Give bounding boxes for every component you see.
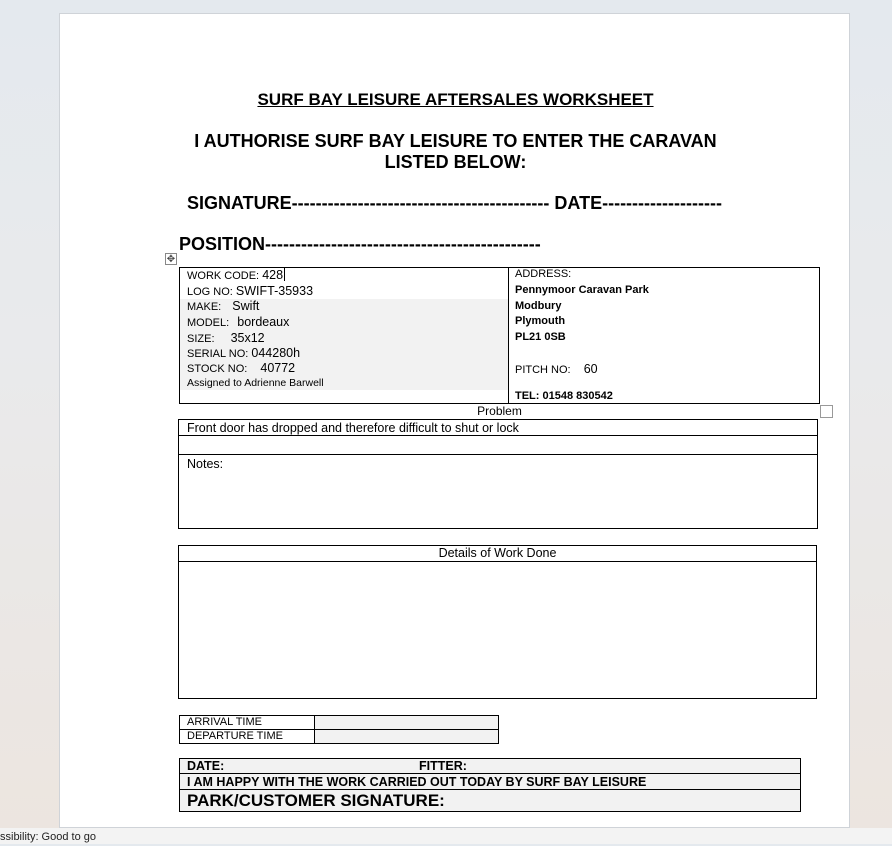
problem-caption: Problem (477, 404, 522, 418)
make-label: MAKE: (187, 301, 222, 313)
departure-time-label: DEPARTURE TIME (187, 730, 283, 742)
notes-label[interactable]: Notes: (187, 457, 224, 471)
work-code-row[interactable] (187, 268, 285, 282)
info-column-divider (508, 268, 509, 403)
signoff-divider-2 (180, 789, 800, 790)
signoff-divider-1 (180, 773, 800, 774)
problem-table (178, 419, 818, 529)
customer-signature-label[interactable]: PARK/CUSTOMER SIGNATURE: (187, 791, 445, 810)
authorise-heading (60, 131, 851, 173)
arrival-time-label: ARRIVAL TIME (187, 716, 262, 728)
stock-row[interactable] (187, 361, 295, 375)
problem-divider-1 (179, 435, 817, 436)
time-table (179, 715, 499, 744)
work-code-value: 428 (262, 268, 284, 282)
accessibility-status[interactable]: ssibility: Good to go (0, 831, 96, 843)
size-row[interactable] (187, 331, 265, 345)
work-done-table[interactable] (178, 545, 817, 699)
status-bar (0, 828, 892, 844)
fitter-label[interactable]: FITTER: (419, 759, 467, 773)
stock-label: STOCK NO: (187, 363, 248, 375)
document-page[interactable] (59, 13, 850, 828)
signature-date-line: SIGNATURE------------------------------------------- DATE-------------------- (187, 193, 722, 213)
serial-row[interactable] (187, 346, 300, 360)
pitch-label: PITCH NO: (515, 364, 571, 376)
size-value: 35x12 (230, 331, 265, 345)
telephone: TEL: 01548 830542 (515, 390, 613, 402)
satisfaction-statement: I AM HAPPY WITH THE WORK CARRIED OUT TODAY BY SURF BAY LEISURE (187, 775, 647, 789)
address-line-4: PL21 0SB (515, 331, 566, 343)
address-line-1: Pennymoor Caravan Park (515, 284, 649, 296)
authorise-line-2: LISTED BELOW: (384, 152, 527, 172)
pitch-row[interactable] (515, 362, 598, 376)
make-row[interactable] (187, 299, 259, 313)
authorise-line-1: I AUTHORISE SURF BAY LEISURE TO ENTER THE CARAVAN (194, 131, 717, 151)
caravan-info-table (179, 267, 820, 404)
position-line: POSITION---------------------------------------------- (179, 234, 541, 254)
checkbox[interactable] (820, 405, 833, 418)
model-row[interactable] (187, 315, 289, 329)
departure-time-value[interactable] (315, 730, 498, 743)
make-value: Swift (232, 299, 260, 313)
address-label: ADDRESS: (515, 268, 572, 280)
serial-label: SERIAL NO: (187, 348, 249, 360)
table-move-handle-icon[interactable]: ✥ (166, 254, 176, 265)
assigned-to: Assigned to Adrienne Barwell (187, 377, 324, 389)
problem-divider-2 (179, 454, 817, 455)
work-done-caption: Details of Work Done (179, 546, 816, 562)
size-label: SIZE: (187, 333, 215, 345)
log-no-row[interactable] (187, 284, 313, 298)
problem-description[interactable]: Front door has dropped and therefore difficult to shut or lock (187, 421, 519, 435)
model-value: bordeaux (237, 315, 290, 329)
log-no-label: LOG NO: (187, 286, 233, 298)
address-line-2: Modbury (515, 300, 562, 312)
worksheet-title: SURF BAY LEISURE AFTERSALES WORKSHEET (257, 90, 654, 109)
pitch-value: 60 (583, 362, 598, 376)
serial-value: 044280h (251, 346, 301, 360)
arrival-time-value[interactable] (315, 716, 498, 729)
log-no-value: SWIFT-35933 (235, 284, 314, 298)
time-column-divider (314, 716, 315, 743)
address-line-3: Plymouth (515, 315, 566, 327)
text-cursor (284, 268, 285, 281)
customer-signoff-table (179, 758, 801, 812)
model-label: MODEL: (187, 317, 230, 329)
stock-value: 40772 (260, 361, 296, 375)
date-label[interactable]: DATE: (187, 759, 225, 773)
work-code-label: WORK CODE: (187, 270, 260, 282)
